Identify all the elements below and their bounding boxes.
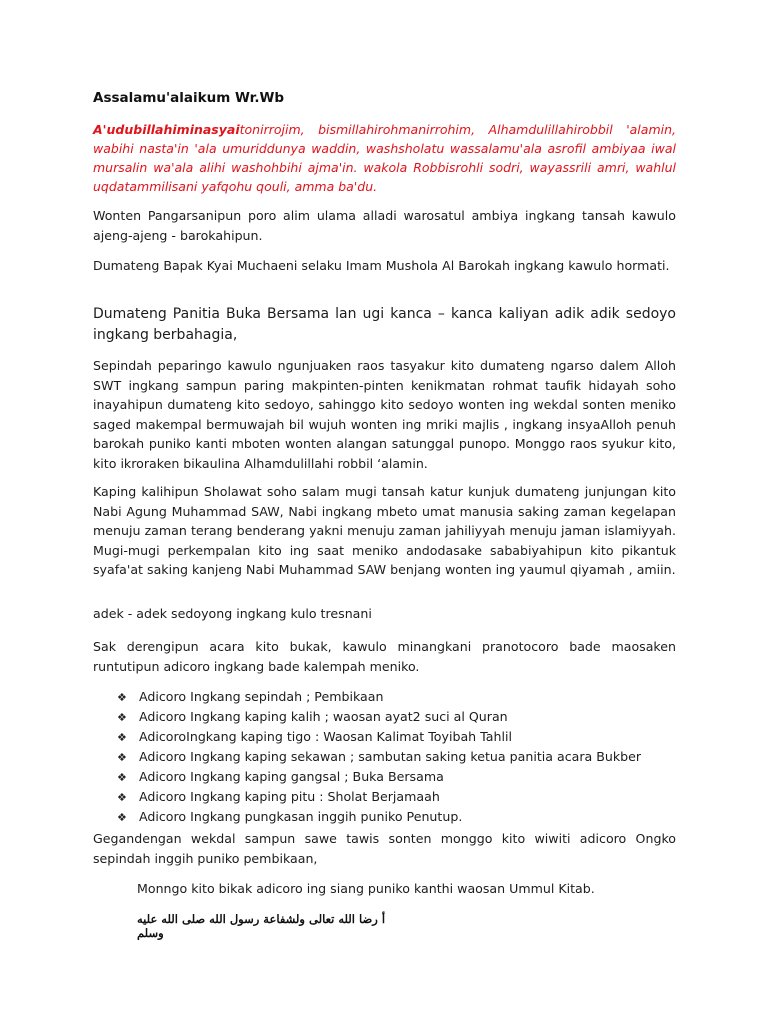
diamond-bullet-icon: ❖ (117, 771, 127, 784)
paragraph-2: Dumateng Bapak Kyai Muchaeni selaku Imam Mushola Al Barokah ingkang kawulo hormati. (93, 258, 670, 273)
diamond-bullet-icon: ❖ (117, 811, 127, 824)
agenda-item: ❖ Adicoro Ingkang kaping gangsal ; Buka Bersama (117, 767, 641, 787)
opening-prayer (93, 120, 676, 196)
paragraph-1: Wonten Pangarsanipun poro alim ulama alladi warosatul ambiya ingkang tansah kawulo ajeng-ajeng - barokahipun. (93, 208, 676, 243)
opening-prayer-lead: A'udubillahiminasyai (93, 122, 240, 137)
paragraph-8: Gegandengan wekdal sampun sawe tawis sonten monggo kito wiwiti adicoro Ongko sepindah inggih puniko pembikaan, (93, 831, 676, 866)
agenda-item: ❖ AdicoroIngkang kaping tigo : Waosan Kalimat Toyibah Tahlil (117, 727, 641, 747)
diamond-bullet-icon: ❖ (117, 691, 127, 704)
paragraph-6: adek - adek sedoyong ingkang kulo tresnani (93, 606, 372, 621)
paragraph-3: Dumateng Panitia Buka Bersama lan ugi kanca – kanca kaliyan adik adik sedoyo ingkang berbahagia, (93, 306, 676, 343)
diamond-bullet-icon: ❖ (117, 751, 127, 764)
arabic-closing-line: أ رضا الله تعالى ولشفاعة رسول الله صلى الله عليه وسلم (137, 912, 386, 940)
opening-prayer-rest: tonirrojim, bismillahirohmanirrohim, Alhamdulillahirobbil 'alamin, wabihi nasta'in 'ala umuriddunya waddin, washsholatu wassalamu'ala asrofil ambiyaa iwal mursalin wa'ala alihi washohbihi ajma'in. wakola Robbisrohli sodri, wayassrili amri, wahlul uqdatammilisani yafqohu qouli, amma ba'du. (93, 122, 676, 194)
agenda-item: ❖ Adicoro Ingkang kaping pitu : Sholat Berjamaah (117, 787, 641, 807)
agenda-list (117, 687, 641, 827)
paragraph-9: Monngo kito bikak adicoro ing siang puniko kanthi waosan Ummul Kitab. (137, 881, 595, 896)
paragraph-5: Kaping kalihipun Sholawat soho salam mugi tansah katur kunjuk dumateng junjungan kito Nabi Agung Muhammad SAW, Nabi ingkang mbeto umat manusia saking zaman kegelapan menuju zaman terang benderang yakni menuju zaman jahiliyyah menuju jaman islamiyyah. Mugi-mugi perkempalan kito ing saat meniko andodasake sababiyahipun kito pikantuk syafa'at saking kanjeng Nabi Muhammad SAW benjang wonten ing yaumul qiyamah , amiin. (93, 484, 676, 577)
paragraph-4: Sepindah peparingo kawulo ngunjuaken raos tasyakur kito dumateng ngarso dalem Alloh SWT ingkang sampun paring makpinten-pinten kenikmatan rohmat taufik hidayah soho inayahipun dumateng kito sedoyo, sahinggo kito sedoyo wonten ing wekdal sonten meniko saged makempal bermuwajah bil wujuh wonten ing mriki majlis , ingkang insyaAlloh penuh barokah puniko kanti mboten wonten alangan satunggal punopo. Monggo raos syukur kito, kito ikroraken bikaulina Alhamdulillahi robbil ‘alamin. (93, 358, 676, 471)
paragraph-7: Sak derengipun acara kito bukak, kawulo minangkani pranotocoro bade maosaken runtutipun adicoro ingkang bade kalempah meniko. (93, 639, 676, 674)
diamond-bullet-icon: ❖ (117, 791, 127, 804)
agenda-item: ❖ Adicoro Ingkang kaping sekawan ; sambutan saking ketua panitia acara Bukber (117, 747, 641, 767)
agenda-item: ❖ Adicoro Ingkang sepindah ; Pembikaan (117, 687, 641, 707)
diamond-bullet-icon: ❖ (117, 711, 127, 724)
agenda-item: ❖ Adicoro Ingkang kaping kalih ; waosan ayat2 suci al Quran (117, 707, 641, 727)
greeting-heading: Assalamu'alaikum Wr.Wb (93, 90, 285, 106)
agenda-item: ❖ Adicoro Ingkang pungkasan inggih puniko Penutup. (117, 807, 641, 827)
diamond-bullet-icon: ❖ (117, 731, 127, 744)
